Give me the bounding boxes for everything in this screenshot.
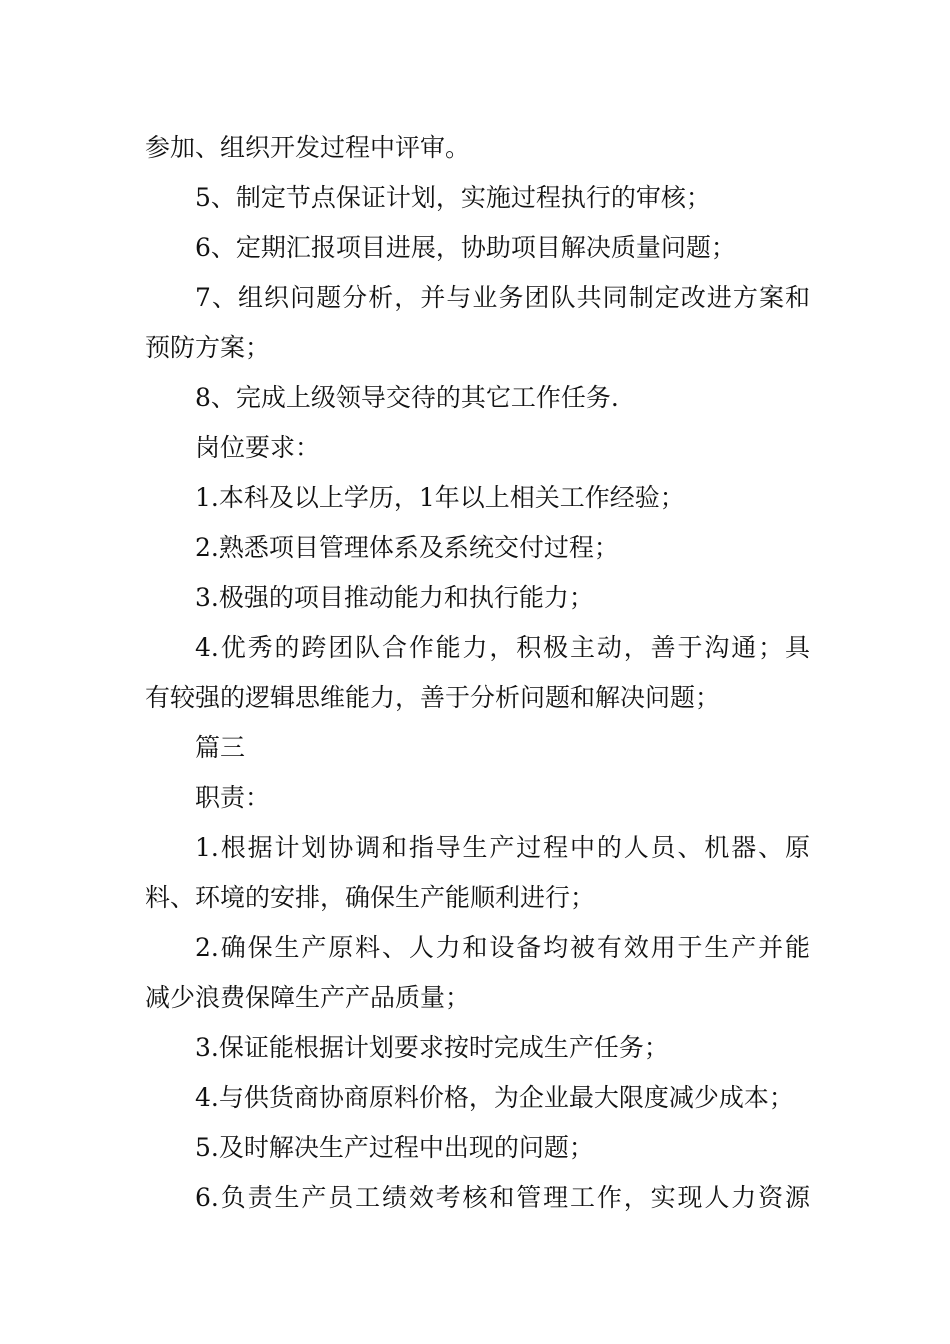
text-line-22: 6.负责生产员工绩效考核和管理工作，实现人力资源 — [195, 1183, 810, 1212]
text-line-11: 4.优秀的跨团队合作能力，积极主动，善于沟通；具 — [195, 633, 810, 662]
text-line-1: 参加、组织开发过程中评审。 — [145, 133, 471, 162]
text-line-16: 料、环境的安排，确保生产能顺利进行； — [145, 883, 596, 912]
text-line-17: 2.确保生产原料、人力和设备均被有效用于生产并能 — [195, 933, 810, 962]
text-line-2: 5、制定节点保证计划，实施过程执行的审核； — [195, 183, 711, 212]
text-line-9: 2.熟悉项目管理体系及系统交付过程； — [195, 533, 619, 562]
text-line-21: 5.及时解决生产过程中出现的问题； — [195, 1133, 594, 1162]
text-line-4: 7、组织问题分析，并与业务团队共同制定改进方案和 — [195, 283, 810, 312]
text-line-12: 有较强的逻辑思维能力，善于分析问题和解决问题； — [145, 683, 721, 712]
text-line-19: 3.保证能根据计划要求按时完成生产任务； — [195, 1033, 669, 1062]
text-line-15: 1.根据计划协调和指导生产过程中的人员、机器、原 — [195, 833, 810, 862]
text-line-10: 3.极强的项目推动能力和执行能力； — [195, 583, 594, 612]
document-body — [145, 123, 810, 1223]
text-line-6: 8、完成上级领导交待的其它工作任务. — [195, 383, 619, 412]
text-line-18: 减少浪费保障生产产品质量； — [145, 983, 471, 1012]
section-heading-part-three: 篇三 — [195, 733, 246, 762]
text-line-8: 1.本科及以上学历，1年以上相关工作经验； — [195, 483, 685, 512]
text-line-3: 6、定期汇报项目进展，协助项目解决质量问题； — [195, 233, 736, 262]
section-heading-duties: 职责： — [195, 783, 271, 812]
text-line-5: 预防方案； — [145, 333, 271, 362]
section-heading-requirements: 岗位要求： — [195, 433, 321, 462]
text-line-20: 4.与供货商协商原料价格，为企业最大限度减少成本； — [195, 1083, 794, 1112]
